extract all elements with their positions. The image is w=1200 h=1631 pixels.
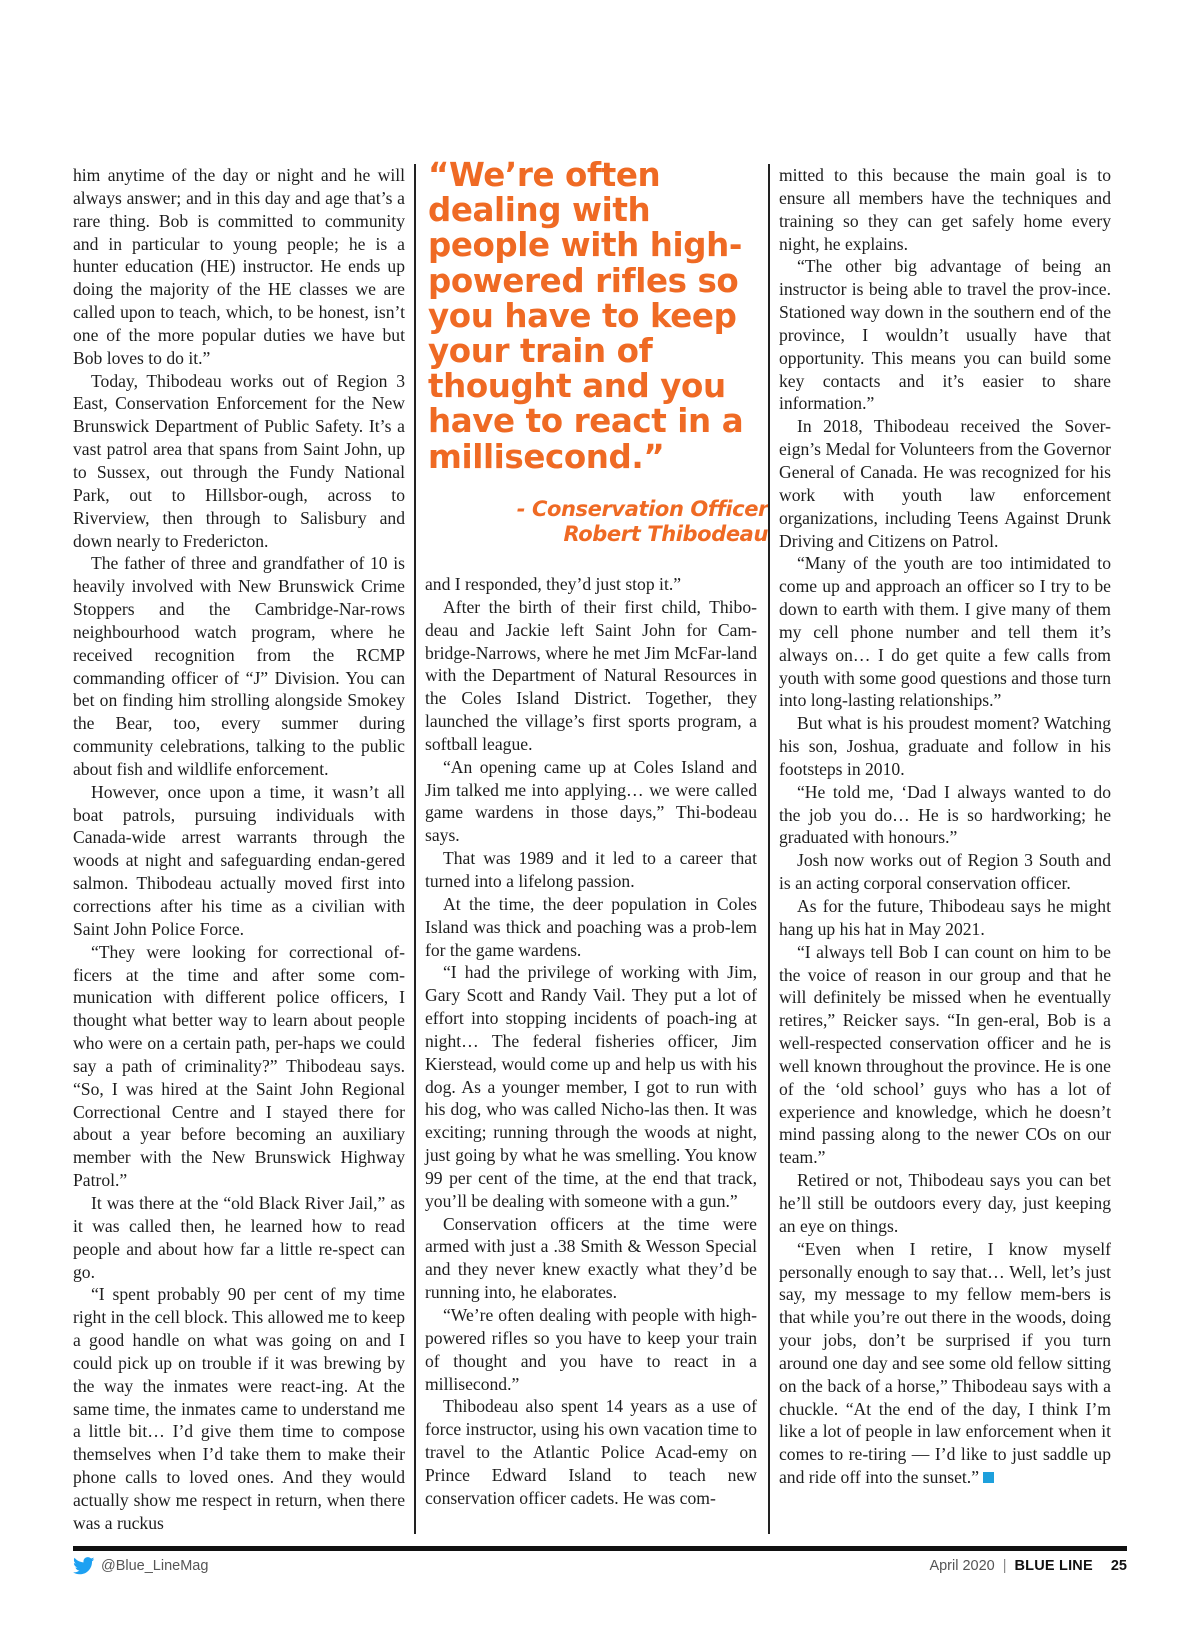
paragraph: Josh now works out of Region 3 South and is an acting corporal conservation officer.: [779, 850, 1111, 894]
paragraph: It was there at the “old Black River Jail,” as it was called then, he learned how to read people and about how far a little re-spect can go.: [73, 1192, 405, 1282]
column-divider: [768, 164, 770, 1534]
paragraph: That was 1989 and it led to a career that turned into a lifelong passion.: [425, 848, 757, 891]
paragraph: “Many of the youth are too intimidated to come up and approach an officer so I try to be down to earth with them. I give many of them my cell phone number and tell them it’s always on… I do get quite a few calls from youth with some good questions and those turn into long-lasting relationships.”: [779, 553, 1111, 711]
paragraph: The father of three and grandfather of 10 is heavily involved with New Brunswick Crime Stoppers and the Cambridge-Nar-rows neighbourhood watch program, where he received recognition from the RCMP commanding officer of “J” Division. You can bet on finding him strolling alongside Smokey the Bear, too, every summer during community celebrations, talking to the public about fish and wildlife enforcement.: [73, 553, 405, 779]
paragraph: But what is his proudest moment? Watching his son, Joshua, graduate and follow in his footsteps in 2010.: [779, 713, 1111, 779]
page-number: 25: [1110, 1558, 1127, 1574]
paragraph: “He told me, ‘Dad I always wanted to do the job you do… He is so hardworking; he graduated with honours.”: [779, 781, 1111, 848]
article-column-2: [425, 573, 757, 1510]
page-footer: [73, 1557, 1127, 1581]
paragraph: “We’re often dealing with people with high-powered rifles so you have to keep your train of thought and you have to react in a millisecond.”: [425, 1305, 757, 1394]
column-divider: [414, 164, 416, 1534]
article-column-3: [779, 164, 1111, 1489]
twitter-bird-icon: [73, 1557, 95, 1575]
magazine-name: BLUE LINE: [1014, 1558, 1093, 1574]
paragraph: After the birth of their first child, Thibo-deau and Jackie left Saint John for Cam-bridge-Narrows, where he met Jim McFar-land with the Department of Natural Resources in the Coles Island District. Together, they launched the village’s first sports program, a softball league.: [425, 596, 757, 754]
pull-quote: [428, 158, 768, 548]
paragraph: Conservation officers at the time were armed with just a .38 Smith & Wesson Special and they never knew exactly what they’d be running into, he elaborates.: [425, 1213, 757, 1303]
paragraph: “I always tell Bob I can count on him to be the voice of reason in our group and that he will definitely be missed when he eventually retires,” Reicker says. “In gen-eral, Bob is a well-respected conservation officer and he is well known throughout the province. He is one of the ‘old school’ guys who has a lot of experience and knowledge, which he doesn’t mind passing along to the newer COs on our team.”: [779, 941, 1111, 1168]
paragraph: “They were looking for correctional of-ficers at the time and after some com-munication with different police officers, I thought what better way to learn about people who were on a certain path, per-haps we could say a path of criminality?” Thibodeau says. “So, I was hired at the Saint John Regional Correctional Centre and I stayed there for about a year before becoming an auxiliary member with the New Brunswick Highway Patrol.”: [73, 941, 405, 1191]
paragraph: mitted to this because the main goal is to ensure all members have the techniques and training so they can get safely home every night, he explains.: [779, 165, 1111, 254]
paragraph: Retired or not, Thibodeau says you can bet he’ll still be outdoors every day, just keeping an eye on things.: [779, 1170, 1111, 1236]
paragraph: “I had the privilege of working with Jim, Gary Scott and Randy Vail. They put a lot of effort into stopping incidents of poach-ing at night… The federal fisheries officer, Jim Kierstead, would come up and help us with his dog. As a younger member, I got to run with his dog, who was called Nicho-las then. It was exciting; running through the woods at night, just going by what he was smelling. You know 99 per cent of the time, at the end that track, you’ll be dealing with someone with a gun.”: [425, 962, 757, 1211]
paragraph: As for the future, Thibodeau says he might hang up his hat in May 2021.: [779, 896, 1111, 939]
paragraph-last-text: “Even when I retire, I know myself personally enough to say that… Well, let’s just say, my message to my fellow mem-bers is that while you’re out there in the woods, doing your jobs, don’t be surprised if you turn around one day and see some old fellow sitting on the back of a horse,” Thibodeau says with a chuckle. “At the end of the day, I think I’m like a lot of people in law enforcement when it comes to re-tiring — I’d like to just saddle up and ride off into the sunset.”: [779, 1238, 1111, 1488]
paragraph: However, once upon a time, it wasn’t all boat patrols, pursuing individuals with Canada-wide arrest warrants through the woods at night and safeguarding endan-gered salmon. Thibodeau actually moved first into corrections after his time as a civilian with Saint John Police Force.: [73, 781, 405, 939]
twitter-handle: @Blue_LineMag: [101, 1558, 209, 1574]
attribution-title: - Conservation Officer: [516, 496, 768, 521]
issue-date: April 2020: [929, 1558, 995, 1574]
paragraph: him anytime of the day or night and he will always answer; and in this day and age that’s a rare thing. Bob is committed to community and in particular to young people; he is a hunter education (HE) instructor. He ends up doing the majority of the HE classes we are called upon to teach, which, to be honest, isn’t one of the more popular duties we have but Bob loves to do it.”: [73, 165, 405, 368]
paragraph: At the time, the deer population in Coles Island was thick and poaching was a prob-lem for the game wardens.: [425, 893, 757, 960]
paragraph: “The other big advantage of being an instructor is being able to travel the prov-ince. Stationed way down in the southern end of the province, I wouldn’t usually have that opportunity. This means you can build some key contacts and it’s easier to share information.”: [779, 256, 1111, 414]
paragraph: and I responded, they’d just stop it.”: [425, 574, 682, 594]
paragraph: “I spent probably 90 per cent of my time right in the cell block. This allowed me to keep a good handle on what was going on and I could pick up on trouble if it was brewing by the way the inmates were react-ing. At the same time, the inmates came to understand me a little bit… I’d give them time to compose themselves when I’d take them to make their phone calls to loved ones. And they would actually show me respect in return, when there was a ruckus: [73, 1284, 405, 1533]
footer-publication-info: [929, 1558, 1127, 1574]
paragraph-last: [779, 1238, 1111, 1489]
paragraph: In 2018, Thibodeau received the Sover-eign’s Medal for Volunteers from the Governor General of Canada. He was recognized for his work with youth law enforcement organizations, including Teens Against Drunk Driving and Citizens on Patrol.: [779, 416, 1111, 551]
paragraph: Thibodeau also spent 14 years as a use of force instructor, using his own vacation time to travel to the Atlantic Police Acad-emy on Prince Edward Island to teach new conservation officer cadets. He was com-: [425, 1396, 757, 1508]
pull-quote-attribution: [428, 497, 768, 548]
paragraph: “An opening came up at Coles Island and Jim talked me into applying… we were called game wardens in those days,” Thi-bodeau says.: [425, 756, 757, 846]
article-column-1: [73, 164, 405, 1535]
footer-separator: |: [1002, 1558, 1007, 1574]
footer-rule: [73, 1546, 1127, 1551]
attribution-name: Robert Thibodeau: [563, 522, 768, 547]
pull-quote-text: “We’re often dealing with people with high-powered rifles so you have to keep your train of thought and you have to react in a millisecond.”: [428, 156, 744, 476]
twitter-link[interactable]: [73, 1557, 208, 1575]
end-mark-icon: [983, 1472, 994, 1483]
paragraph: Today, Thibodeau works out of Region 3 East, Conservation Enforcement for the New Brunswick Department of Public Safety. It’s a vast patrol area that spans from Saint John, up to Sussex, out through the Fundy National Park, out to Hillsbor-ough, across to Riverview, then through to Salisbury and down nearly to Fredericton.: [73, 370, 405, 551]
